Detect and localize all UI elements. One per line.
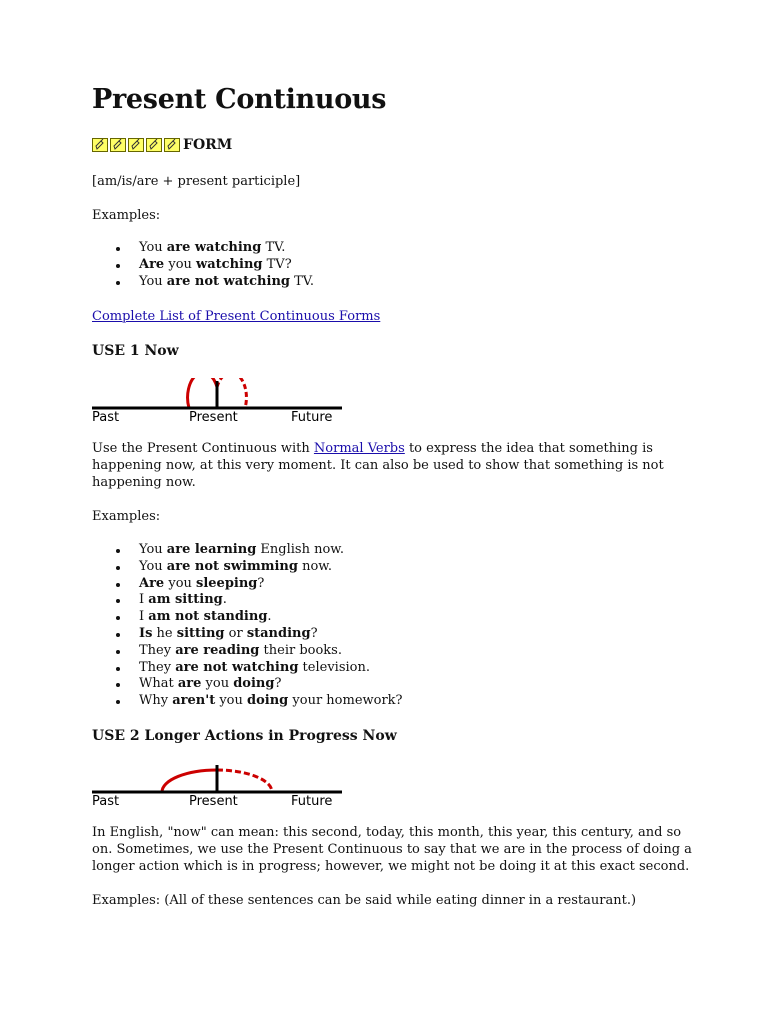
use1-arc-dashed bbox=[217, 378, 246, 408]
sentence-text: their books. bbox=[259, 642, 342, 658]
bullet-dot bbox=[116, 700, 120, 704]
sentence-text: I bbox=[139, 592, 149, 608]
sentence-text: television. bbox=[298, 659, 370, 675]
examples-label-use1: Examples: bbox=[92, 509, 161, 524]
use2-paragraph: In English, "now" can mean: this second, today, this month, this year, this century, and so on. Sometimes, we use the Present Continuous to say that we are in the process of doing a longer action which is in progress; however, we might not be doing it at this exact second. bbox=[92, 825, 692, 874]
bold-verb-phrase: Is bbox=[139, 625, 153, 641]
use1-timeline-diagram bbox=[92, 378, 352, 426]
sentence-text: They bbox=[139, 659, 176, 675]
use1-arc-solid bbox=[188, 378, 217, 408]
bold-verb-phrase: am not standing bbox=[148, 609, 268, 625]
list-item bbox=[92, 609, 403, 626]
list-item bbox=[92, 676, 403, 693]
normal-verbs-link[interactable]: Normal Verbs bbox=[313, 441, 405, 456]
sentence-text: you bbox=[201, 676, 234, 692]
bullet-dot bbox=[116, 633, 120, 637]
use2-arc-dashed bbox=[217, 770, 272, 792]
bullet-dot bbox=[116, 683, 120, 687]
use2-label-present: Present bbox=[189, 794, 238, 809]
sentence-text: ? bbox=[257, 575, 265, 591]
bullet-dot bbox=[116, 599, 120, 603]
use1-paragraph bbox=[92, 440, 692, 491]
list-item bbox=[92, 559, 403, 576]
sentence-text: What bbox=[139, 676, 178, 692]
list-item bbox=[92, 274, 314, 291]
bullet-dot bbox=[116, 264, 120, 268]
bullet-dot bbox=[116, 566, 120, 570]
bold-verb-phrase: doing bbox=[233, 676, 275, 692]
list-item bbox=[92, 626, 403, 643]
use2-label-future: Future bbox=[291, 794, 333, 809]
sentence-text: You bbox=[139, 558, 167, 574]
bold-verb-phrase: are watching bbox=[166, 240, 262, 255]
bullet-dot bbox=[116, 667, 120, 671]
sentence-text: . bbox=[222, 592, 227, 608]
form-icons bbox=[92, 138, 182, 152]
sentence-text: You bbox=[139, 273, 167, 289]
sentence-text: he bbox=[152, 625, 177, 641]
bold-verb-phrase: am sitting bbox=[148, 592, 223, 608]
use1-para-before: Use the Present Continuous with bbox=[92, 441, 314, 456]
bold-verb-phrase: are not watching bbox=[175, 659, 299, 675]
use2-heading: USE 2 Longer Actions in Progress Now bbox=[92, 728, 397, 744]
use1-label-present: Present bbox=[189, 410, 238, 425]
sentence-text: TV. bbox=[290, 273, 315, 289]
form-label: FORM bbox=[183, 137, 233, 153]
bold-verb-phrase: watching bbox=[196, 256, 263, 272]
list-item bbox=[92, 592, 403, 609]
list-item bbox=[92, 643, 403, 660]
sentence-text: you bbox=[164, 256, 197, 272]
use2-arc-solid bbox=[162, 770, 217, 792]
sentence-text: ? bbox=[310, 625, 318, 641]
bold-verb-phrase: sitting bbox=[176, 625, 225, 641]
list-item bbox=[92, 660, 403, 677]
forms-list-link[interactable]: Complete List of Present Continuous Forms bbox=[92, 309, 381, 324]
bullet-dot bbox=[116, 583, 120, 587]
list-item bbox=[92, 542, 403, 559]
sentence-text: TV? bbox=[262, 256, 292, 272]
use1-para-after: to express the idea that something is happening now, at this very moment. It can also be used to show that something is not happening now. bbox=[92, 441, 664, 490]
list-item bbox=[92, 576, 403, 593]
list-item bbox=[92, 240, 314, 257]
sentence-text: You bbox=[139, 240, 167, 255]
use1-heading: USE 1 Now bbox=[92, 343, 179, 359]
pencil-icon bbox=[110, 138, 126, 152]
bold-verb-phrase: are bbox=[177, 676, 202, 692]
list-item bbox=[92, 693, 403, 710]
bold-verb-phrase: are not swimming bbox=[166, 558, 298, 574]
list-item bbox=[92, 257, 314, 274]
sentence-text: TV. bbox=[261, 240, 286, 255]
bold-verb-phrase: standing bbox=[246, 625, 311, 641]
bullet-dot bbox=[116, 549, 120, 553]
pencil-icon bbox=[92, 138, 108, 152]
bold-verb-phrase: Are bbox=[139, 256, 165, 272]
bullet-dot bbox=[116, 247, 120, 251]
sentence-text: They bbox=[139, 642, 176, 658]
sentence-text: you bbox=[215, 693, 248, 709]
sentence-text: you bbox=[164, 575, 197, 591]
bold-verb-phrase: doing bbox=[247, 693, 289, 709]
use1-examples-list bbox=[92, 542, 403, 710]
use1-label-future: Future bbox=[291, 410, 333, 425]
bullet-dot bbox=[116, 616, 120, 620]
bullet-dot bbox=[116, 281, 120, 285]
bold-verb-phrase: aren't bbox=[172, 693, 216, 709]
sentence-text: . bbox=[267, 609, 272, 625]
sentence-text: English now. bbox=[256, 542, 345, 557]
examples-label-use2: Examples: (All of these sentences can be said while eating dinner in a restaurant.) bbox=[92, 893, 637, 908]
form-formula: [am/is/are + present participle] bbox=[92, 174, 301, 189]
form-section-header bbox=[92, 136, 232, 154]
use2-label-past: Past bbox=[92, 794, 120, 809]
pencil-icon bbox=[164, 138, 180, 152]
examples-label-form: Examples: bbox=[92, 208, 161, 223]
pencil-icon bbox=[128, 138, 144, 152]
bold-verb-phrase: are learning bbox=[166, 542, 257, 557]
sentence-text: ? bbox=[274, 676, 282, 692]
page-title: Present Continuous bbox=[92, 84, 387, 115]
sentence-text: Why bbox=[139, 693, 173, 709]
pencil-icon bbox=[146, 138, 162, 152]
bullet-dot bbox=[116, 650, 120, 654]
sentence-text: your homework? bbox=[288, 693, 403, 709]
bold-verb-phrase: are not watching bbox=[166, 273, 290, 289]
bold-verb-phrase: sleeping bbox=[196, 575, 258, 591]
sentence-text: I bbox=[139, 609, 149, 625]
use1-label-past: Past bbox=[92, 410, 120, 425]
bold-verb-phrase: Are bbox=[139, 575, 165, 591]
bold-verb-phrase: are reading bbox=[175, 642, 260, 658]
sentence-text: or bbox=[224, 625, 247, 641]
use2-timeline-diagram bbox=[92, 762, 352, 810]
sentence-text: now. bbox=[297, 558, 333, 574]
sentence-text: You bbox=[139, 542, 167, 557]
form-examples-list bbox=[92, 240, 314, 290]
